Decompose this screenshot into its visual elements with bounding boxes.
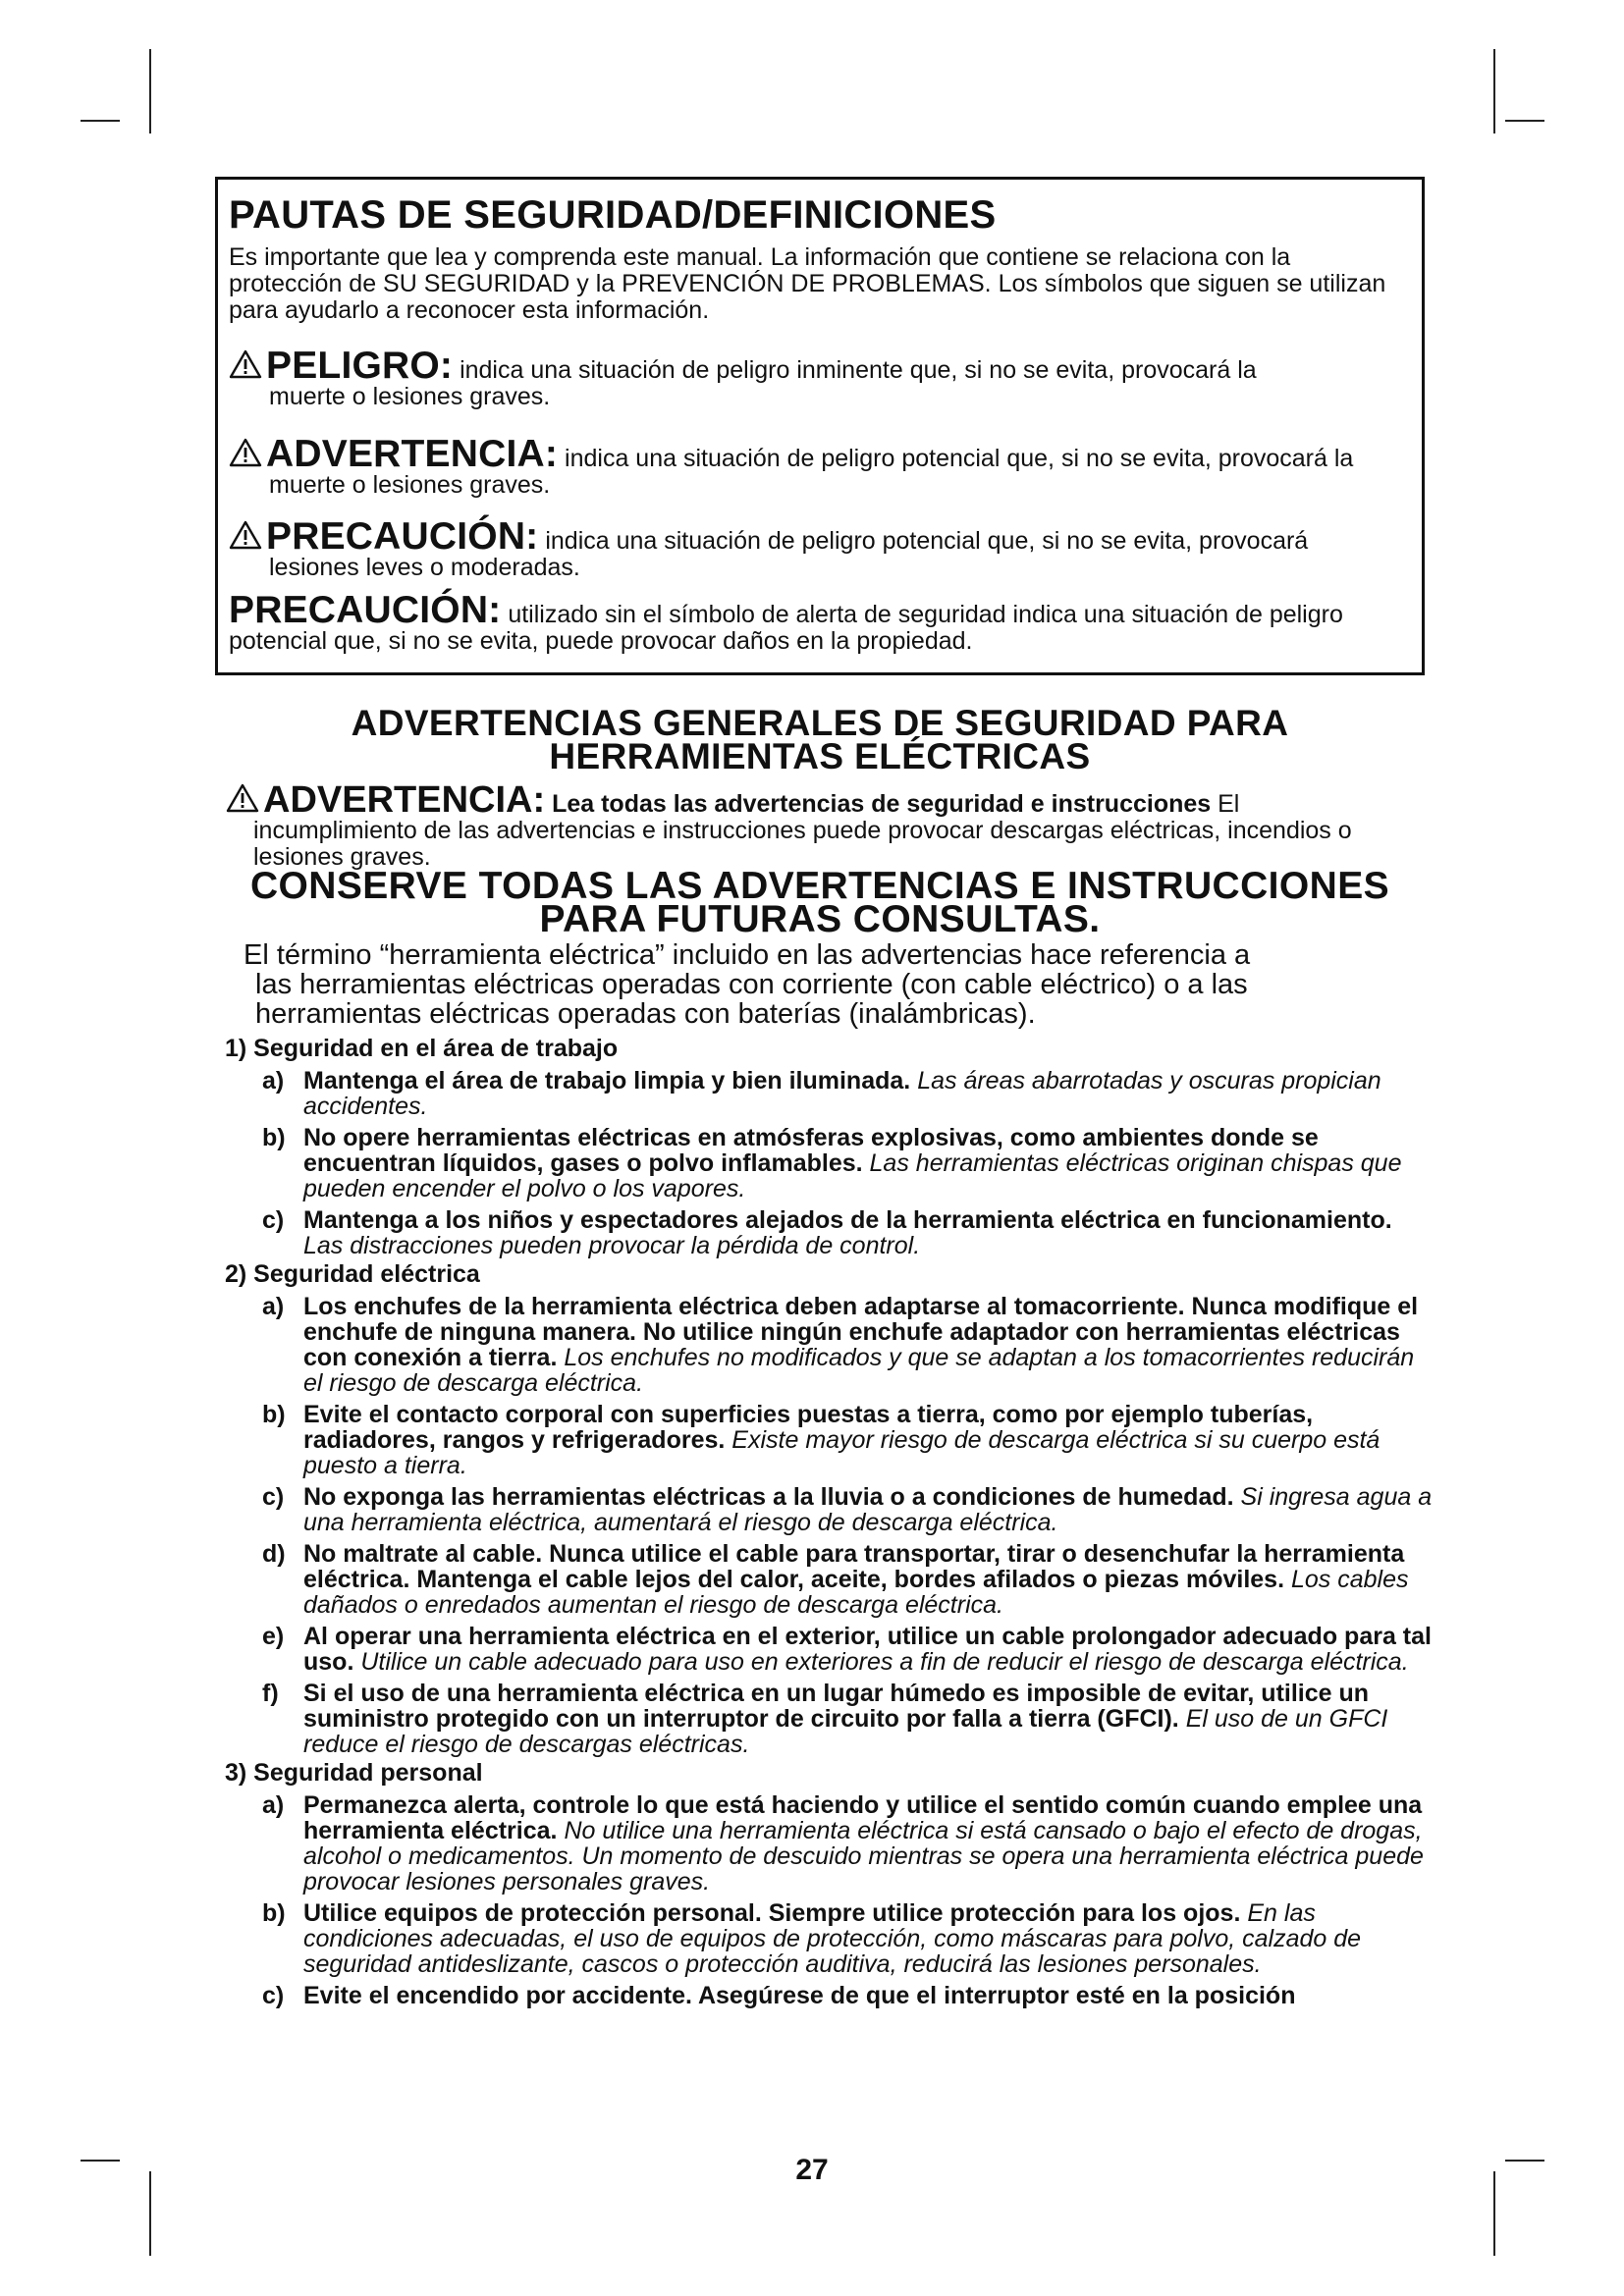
list-item bbox=[225, 1541, 1435, 1618]
item-bold-text: Evite el encendido por accidente. Asegúrese de que el interruptor esté en la posición bbox=[303, 1982, 1296, 2009]
list-item bbox=[225, 1207, 1435, 1258]
precaucion-text-cont: lesiones leves o moderadas. bbox=[269, 554, 580, 581]
item-italic-text: Los cables dañados o enredados aumentan el riesgo de descarga eléctrica. bbox=[303, 1566, 1409, 1619]
section-title: 2) Seguridad eléctrica bbox=[225, 1260, 480, 1288]
section-work-area-safety bbox=[225, 1035, 1435, 1258]
item-letter: a) bbox=[262, 1293, 285, 1320]
warning-text: El bbox=[1218, 790, 1240, 818]
advertencia-text-cont: muerte o lesiones graves. bbox=[269, 471, 551, 499]
item-letter: d) bbox=[262, 1540, 286, 1568]
list-item bbox=[225, 1792, 1435, 1895]
crop-mark bbox=[1493, 49, 1495, 133]
item-italic-text: Las herramientas eléctricas originan chispas que pueden encender el polvo o los vapores. bbox=[303, 1149, 1402, 1202]
list-item bbox=[225, 1402, 1435, 1478]
safety-definitions-box bbox=[215, 177, 1425, 675]
item-bold-text: Mantenga a los niños y espectadores alejados de la herramienta eléctrica en funcionamiento. bbox=[303, 1206, 1392, 1234]
definitions-title: PAUTAS DE SEGURIDAD/DEFINICIONES bbox=[229, 193, 997, 237]
item-letter: b) bbox=[262, 1899, 286, 1927]
precaucion-plain-text: utilizado sin el símbolo de alerta de seguridad indica una situación de peligro potencial que, si no se evita, puede provocar daños en la propiedad. bbox=[229, 601, 1343, 655]
section-electrical-safety bbox=[225, 1260, 1435, 1757]
general-warnings-title bbox=[215, 703, 1425, 776]
conserve-title-line-2: PARA FUTURAS CONSULTAS. bbox=[539, 898, 1101, 940]
crop-mark bbox=[1505, 120, 1544, 122]
peligro-definition bbox=[229, 345, 1410, 410]
warning-triangle-icon bbox=[229, 438, 262, 467]
item-bold-text: No maltrate al cable. Nunca utilice el cable para transportar, tirar o desenchufar la herramienta eléctrica. Mantenga el cable lejos del calor, aceite, bordes afilados o piezas móviles. bbox=[303, 1540, 1405, 1593]
crop-mark bbox=[149, 49, 151, 133]
power-tool-term-definition bbox=[244, 940, 1373, 1029]
list-item bbox=[225, 1983, 1435, 2008]
precaucion-plain-definition bbox=[229, 589, 1410, 655]
list-item bbox=[225, 1125, 1435, 1201]
conserve-title-line-1: CONSERVE TODAS LAS ADVERTENCIAS E INSTRUCCIONES bbox=[249, 865, 1390, 907]
warning-bold-text: Lea todas las advertencias de seguridad e instrucciones bbox=[552, 790, 1212, 818]
item-letter: a) bbox=[262, 1067, 285, 1095]
item-letter: c) bbox=[262, 1982, 285, 2009]
item-bold-text: Permanezca alerta, controle lo que está haciendo y utilice el sentido común cuando emplee una herramienta eléctrica. bbox=[303, 1791, 1423, 1844]
item-bold-text: Al operar una herramienta eléctrica en el exterior, utilice un cable prolongador adecuado para tal uso. bbox=[303, 1623, 1432, 1676]
advertencia-definition bbox=[229, 433, 1410, 499]
peligro-text: indica una situación de peligro inminente que, si no se evita, provocará la bbox=[460, 356, 1257, 384]
item-bold-text: Los enchufes de la herramienta eléctrica deben adaptarse al tomacorriente. Nunca modifique el enchufe de ninguna manera. No utilice ningún enchufe adaptador con herramientas eléctricas con conexión a tierra. bbox=[303, 1293, 1419, 1371]
item-italic-text: En las condiciones adecuadas, el uso de equipos de protección, como máscaras para polvo, calzado de seguridad antideslizante, cascos o protección auditiva, reducirá las lesiones personales. bbox=[303, 1899, 1362, 1978]
item-bold-text: No exponga las herramientas eléctricas a la lluvia o a condiciones de humedad. bbox=[303, 1483, 1234, 1511]
warning-triangle-icon bbox=[229, 349, 262, 379]
list-item bbox=[225, 1900, 1435, 1977]
term-text-line: El término “herramienta eléctrica” incluido en las advertencias hace referencia a bbox=[244, 939, 1251, 971]
term-text-cont: las herramientas eléctricas operadas con corriente (con cable eléctrico) o a las herramientas eléctricas operadas con baterías (inalámbricas). bbox=[255, 969, 1248, 1030]
list-item bbox=[225, 1068, 1435, 1119]
conserve-instructions-title bbox=[215, 865, 1425, 940]
warning-text-cont: incumplimiento de las advertencias e instrucciones puede provocar descargas eléctricas, incendios o lesiones graves. bbox=[253, 817, 1352, 871]
precaucion-label: PRECAUCIÓN: bbox=[266, 515, 539, 558]
list-item bbox=[225, 1294, 1435, 1396]
warning-triangle-icon bbox=[226, 783, 259, 813]
item-italic-text: Las áreas abarrotadas y oscuras propician accidentes. bbox=[303, 1067, 1381, 1120]
item-italic-text: No utilice una herramienta eléctrica si está cansado o bajo el efecto de drogas, alcohol o medicamentos. Un momento de descuido mientras se opera una herramienta eléctrica puede provocar lesiones personales graves. bbox=[303, 1817, 1424, 1896]
general-warnings-title-line-2: HERRAMIENTAS ELÉCTRICAS bbox=[549, 736, 1091, 776]
peligro-label: PELIGRO: bbox=[266, 345, 454, 387]
precaucion-plain-label: PRECAUCIÓN: bbox=[229, 589, 502, 631]
list-item bbox=[225, 1624, 1435, 1675]
item-bold-text: Si el uso de una herramienta eléctrica en un lugar húmedo es imposible de evitar, utilice un suministro protegido con un interruptor de circuito por falla a tierra (GFCI). bbox=[303, 1680, 1370, 1733]
crop-mark bbox=[81, 120, 120, 122]
safety-sections bbox=[225, 1035, 1435, 2008]
item-italic-text: Los enchufes no modificados y que se adaptan a los tomacorrientes reducirán el riesgo de descarga eléctrica. bbox=[303, 1344, 1415, 1397]
item-bold-text: No opere herramientas eléctricas en atmósferas explosivas, como ambientes donde se encuentran líquidos, gases o polvo inflamables. bbox=[303, 1124, 1319, 1177]
section-title: 1) Seguridad en el área de trabajo bbox=[225, 1035, 619, 1062]
peligro-text-cont: muerte o lesiones graves. bbox=[269, 383, 551, 410]
list-item bbox=[225, 1681, 1435, 1757]
item-letter: e) bbox=[262, 1623, 285, 1650]
section-personal-safety bbox=[225, 1759, 1435, 2008]
advertencia-text: indica una situación de peligro potencial que, si no se evita, provocará la bbox=[565, 445, 1354, 472]
page-number: 27 bbox=[795, 2154, 829, 2186]
item-bold-text: Evite el contacto corporal con superficies puestas a tierra, como por ejemplo tuberías, radiadores, rangos y refrigeradores. bbox=[303, 1401, 1314, 1454]
warning-label: ADVERTENCIA: bbox=[263, 779, 546, 821]
item-italic-text: Las distracciones pueden provocar la pérdida de control. bbox=[303, 1232, 921, 1259]
general-warnings-title-line-1: ADVERTENCIAS GENERALES DE SEGURIDAD PARA bbox=[351, 703, 1289, 743]
definitions-intro: Es importante que lea y comprenda este manual. La información que contiene se relaciona con la protección de SU SEGURIDAD y la PREVENCIÓN DE PROBLEMAS. Los símbolos que siguen se utilizan para ayudarlo a reconocer esta información. bbox=[229, 243, 1386, 324]
item-italic-text: El uso de un GFCI reduce el riesgo de descargas eléctricas. bbox=[303, 1705, 1388, 1758]
warning-triangle-icon bbox=[229, 520, 262, 550]
item-letter: f) bbox=[262, 1680, 279, 1707]
general-warning-statement bbox=[226, 779, 1428, 871]
precaucion-text: indica una situación de peligro potencial que, si no se evita, provocará bbox=[545, 527, 1309, 555]
precaucion-definition bbox=[229, 515, 1410, 581]
item-letter: b) bbox=[262, 1124, 286, 1151]
item-letter: c) bbox=[262, 1483, 285, 1511]
item-italic-text: Existe mayor riesgo de descarga eléctrica si su cuerpo está puesto a tierra. bbox=[303, 1426, 1380, 1479]
item-letter: c) bbox=[262, 1206, 285, 1234]
item-bold-text: Utilice equipos de protección personal. Siempre utilice protección para los ojos. bbox=[303, 1899, 1241, 1927]
item-bold-text: Mantenga el área de trabajo limpia y bien iluminada. bbox=[303, 1067, 911, 1095]
advertencia-label: ADVERTENCIA: bbox=[266, 433, 559, 475]
item-italic-text: Si ingresa agua a una herramienta eléctrica, aumentará el riesgo de descarga eléctrica. bbox=[303, 1483, 1433, 1536]
section-title: 3) Seguridad personal bbox=[225, 1759, 483, 1787]
list-item bbox=[225, 1484, 1435, 1535]
item-letter: b) bbox=[262, 1401, 286, 1428]
item-italic-text: Utilice un cable adecuado para uso en exteriores a fin de reducir el riesgo de descarga eléctrica. bbox=[360, 1648, 1409, 1676]
item-letter: a) bbox=[262, 1791, 285, 1819]
